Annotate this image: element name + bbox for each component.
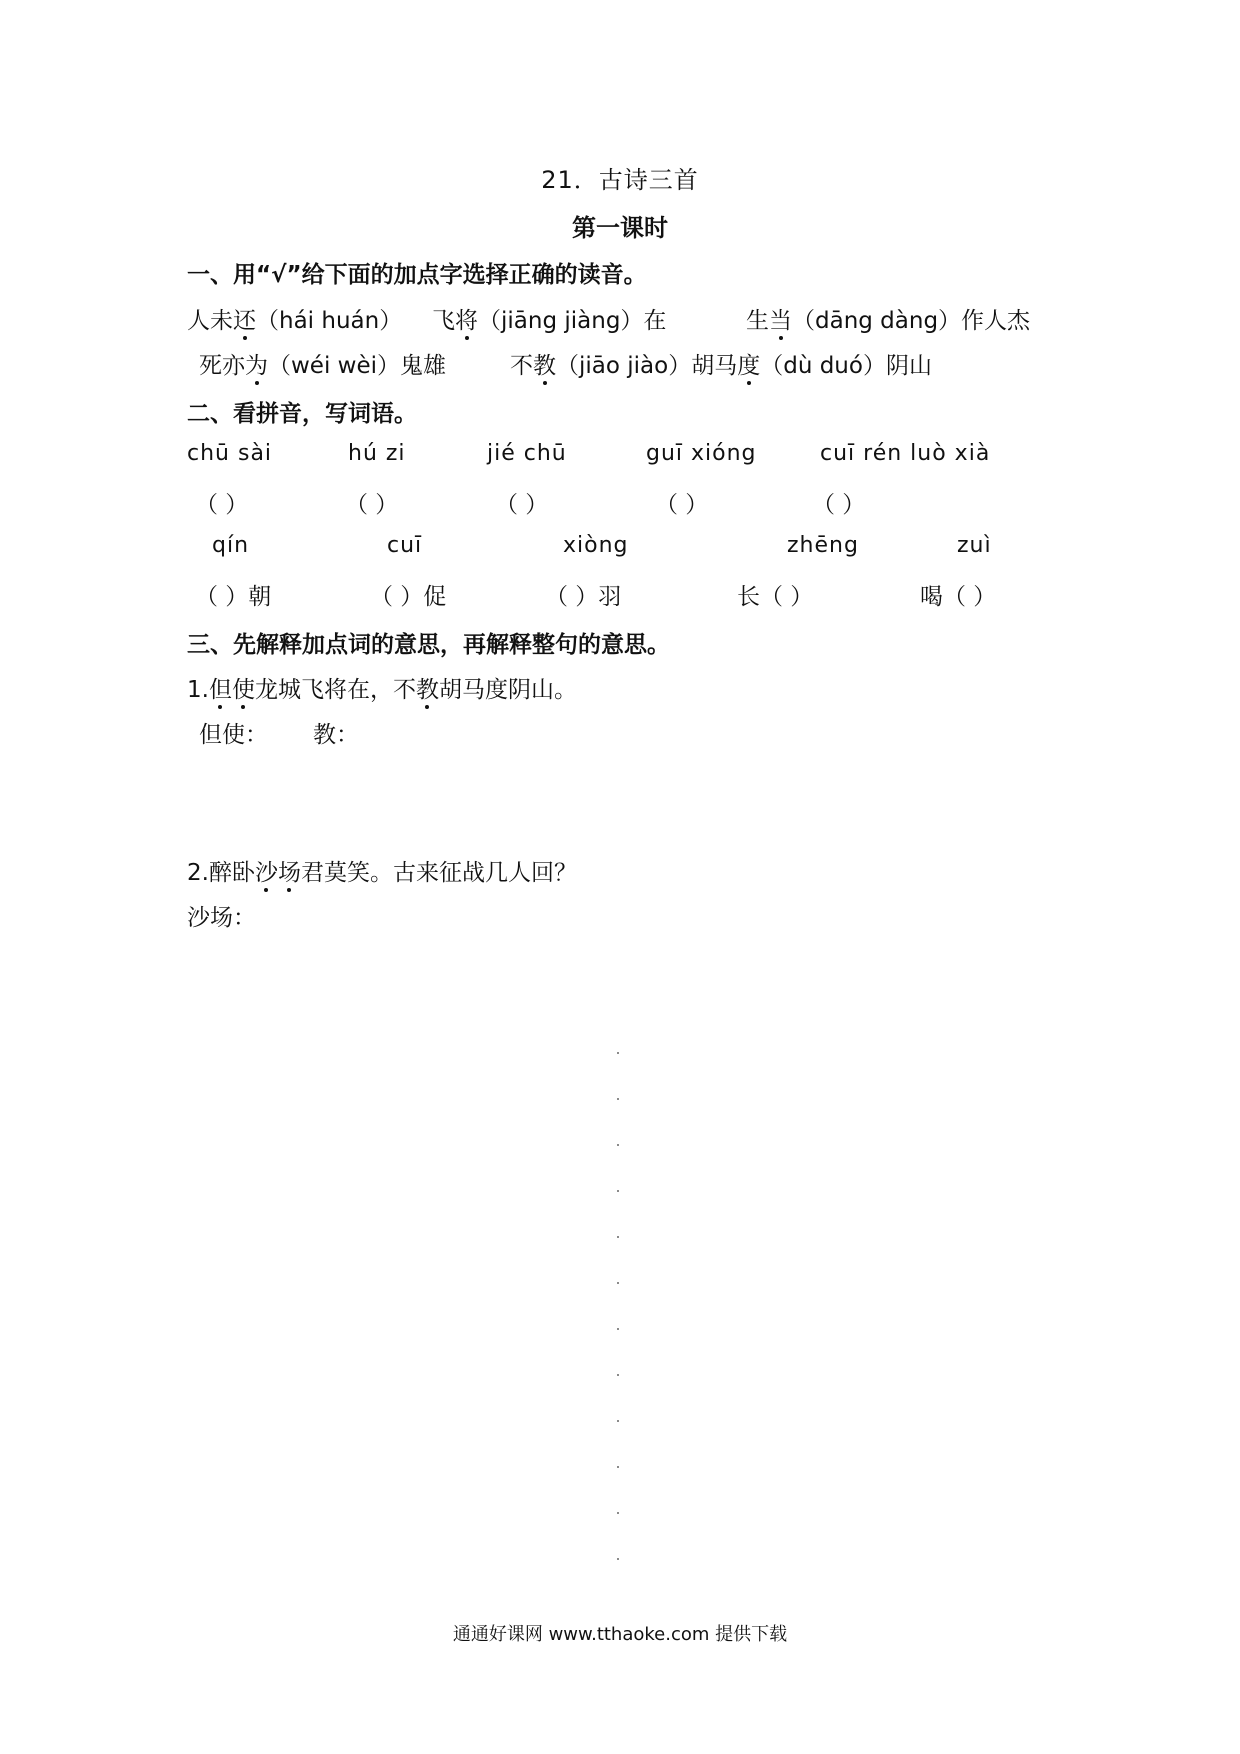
answer-blank-9[interactable]: 长（ ） (737, 584, 814, 610)
answer-blank-2[interactable]: （ ） (345, 492, 399, 518)
section1-heading: 一、用“√”给下面的加点字选择正确的读音。 (187, 262, 647, 288)
dot-mark (617, 1098, 619, 1100)
answer-blank-3[interactable]: （ ） (495, 492, 549, 518)
section1-item-3 (746, 302, 1030, 335)
dot-mark (617, 1374, 619, 1376)
question-number: 1. (187, 677, 209, 703)
question-text: 龙城飞将在，不 (254, 677, 416, 703)
pinyin-4: guī xióng (646, 441, 757, 466)
reading-options: （dāng dàng）作人杰 (792, 308, 1031, 334)
dot-mark (617, 1328, 619, 1330)
dotted-char: 当 (769, 302, 792, 335)
pinyin-5: cuī rén luò xià (820, 441, 991, 466)
answer-blank-8[interactable]: （ ）羽 (545, 584, 622, 610)
answer-label-jiao: 教： (313, 722, 359, 748)
reading-options: （jiāng jiàng）在 (478, 308, 667, 334)
page-title: 21．古诗三首 (541, 166, 699, 194)
pinyin-2: hú zi (348, 441, 406, 466)
answer-blank-7[interactable]: （ ）促 (370, 584, 447, 610)
dotted-char: 教 (416, 671, 439, 704)
lesson-subtitle: 第一课时 (572, 214, 668, 242)
item-prefix: 死亦 (199, 353, 245, 379)
item-prefix: 生 (746, 308, 769, 334)
dotted-char: 为 (245, 347, 268, 380)
question-number: 2. (187, 860, 209, 886)
dot-mark (617, 1558, 619, 1560)
dot-mark (617, 1236, 619, 1238)
answer-blank-1[interactable]: （ ） (195, 492, 249, 518)
pinyin-9: zhēng (787, 533, 859, 558)
dot-mark (617, 1190, 619, 1192)
section1-item-5 (510, 347, 932, 380)
dotted-char: 沙 (255, 854, 278, 887)
section1-item-1 (187, 302, 402, 335)
answer-label-shachang: 沙场： (187, 905, 256, 931)
dot-mark (617, 1052, 619, 1054)
answer-blank-5[interactable]: （ ） (812, 492, 866, 518)
section2-heading: 二、看拼音，写词语。 (187, 401, 417, 427)
pinyin-1: chū sài (187, 441, 273, 466)
item-prefix: 不 (510, 353, 533, 379)
answer-blank-10[interactable]: 喝（ ） (920, 584, 997, 610)
answer-blank-4[interactable]: （ ） (655, 492, 709, 518)
question-text: 胡马度阴山。 (438, 677, 577, 703)
pinyin-3: jié chū (487, 441, 567, 466)
section1-item-4 (199, 347, 446, 380)
question-text: 醉卧 (208, 860, 255, 886)
dot-mark (617, 1282, 619, 1284)
reading-options: （jiāo jiào）胡马 (556, 353, 738, 379)
dot-mark (617, 1420, 619, 1422)
question-2 (187, 854, 577, 887)
dotted-char: 使 (232, 671, 255, 704)
section1-item-2 (432, 302, 666, 335)
dot-mark (617, 1144, 619, 1146)
footer-credit: 通通好课网 www.tthaoke.com 提供下载 (452, 1624, 788, 1645)
item-prefix: 人未 (187, 308, 233, 334)
dotted-char: 将 (455, 302, 478, 335)
reading-options: （dù duó）阴山 (760, 353, 932, 379)
pinyin-6: qín (212, 533, 250, 558)
section3-heading: 三、先解释加点词的意思，再解释整句的意思。 (187, 632, 670, 658)
dotted-char: 还 (233, 302, 256, 335)
dotted-char: 教 (533, 347, 556, 380)
question-text: 君莫笑。古来征战几人回？ (300, 860, 577, 886)
pinyin-10: zuì (957, 533, 992, 558)
dot-mark (617, 1466, 619, 1468)
dotted-char: 但 (209, 671, 232, 704)
dot-mark (617, 1512, 619, 1514)
answer-blank-6[interactable]: （ ）朝 (195, 584, 272, 610)
answer-label-danshi: 但使： (199, 722, 268, 748)
reading-options: （hái huán） (256, 308, 403, 334)
pinyin-7: cuī (387, 533, 423, 558)
dotted-char: 度 (737, 347, 760, 380)
question-1 (187, 671, 577, 704)
item-prefix: 飞 (432, 308, 455, 334)
reading-options: （wéi wèi）鬼雄 (268, 353, 447, 379)
pinyin-8: xiòng (563, 533, 629, 558)
dotted-char: 场 (278, 854, 301, 887)
